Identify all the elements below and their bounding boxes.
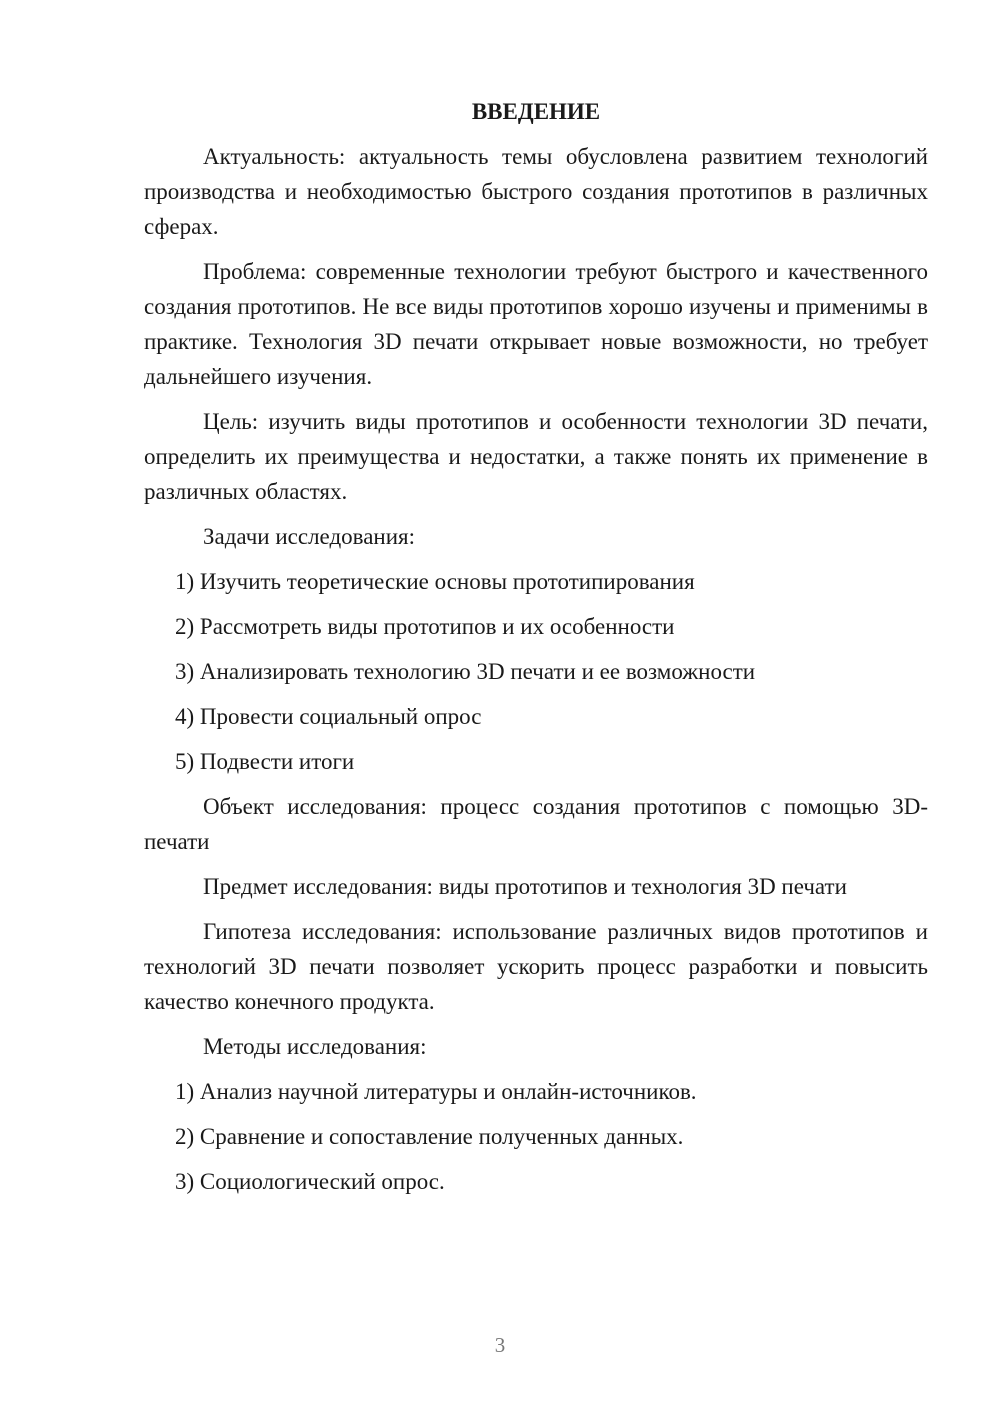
list-item: 4) Провести социальный опрос [175, 704, 482, 729]
methods-list [144, 1074, 928, 1199]
page-content [144, 94, 928, 1209]
object-paragraph: Объект исследования: процесс создания прототипов с помощью 3D-печати [144, 794, 928, 854]
list-item: 2) Сравнение и сопоставление полученных данных. [175, 1124, 684, 1149]
list-item: 5) Подвести итоги [175, 749, 355, 774]
section-title: ВВЕДЕНИЕ [471, 99, 601, 124]
tasks-list [144, 564, 928, 779]
subject-paragraph: Предмет исследования: виды прототипов и технология 3D печати [203, 874, 847, 899]
list-item: 1) Анализ научной литературы и онлайн-источников. [175, 1079, 697, 1104]
page-number: 3 [494, 1333, 506, 1357]
list-item: 3) Анализировать технологию 3D печати и ее возможности [175, 659, 756, 684]
relevance-paragraph: Актуальность: актуальность темы обусловлена развитием технологий производства и необходимостью быстрого создания прототипов в различных сферах. [144, 144, 928, 239]
problem-paragraph: Проблема: современные технологии требуют быстрого и качественного создания прототипов. Не все виды прототипов хорошо изучены и применимы в практике. Технология 3D печати открывает новые возможности, но требует дальнейшего изучения. [144, 259, 928, 389]
list-item: 1) Изучить теоретические основы прототипирования [175, 569, 695, 594]
list-item: 2) Рассмотреть виды прототипов и их особенности [175, 614, 675, 639]
hypothesis-paragraph: Гипотеза исследования: использование различных видов прототипов и технологий 3D печати позволяет ускорить процесс разработки и повысить качество конечного продукта. [144, 919, 928, 1014]
tasks-heading: Задачи исследования: [203, 524, 416, 549]
methods-heading: Методы исследования: [203, 1034, 427, 1059]
goal-paragraph: Цель: изучить виды прототипов и особенности технологии 3D печати, определить их преимущества и недостатки, а также понять их применение в различных областях. [144, 409, 928, 504]
list-item: 3) Социологический опрос. [175, 1169, 445, 1194]
